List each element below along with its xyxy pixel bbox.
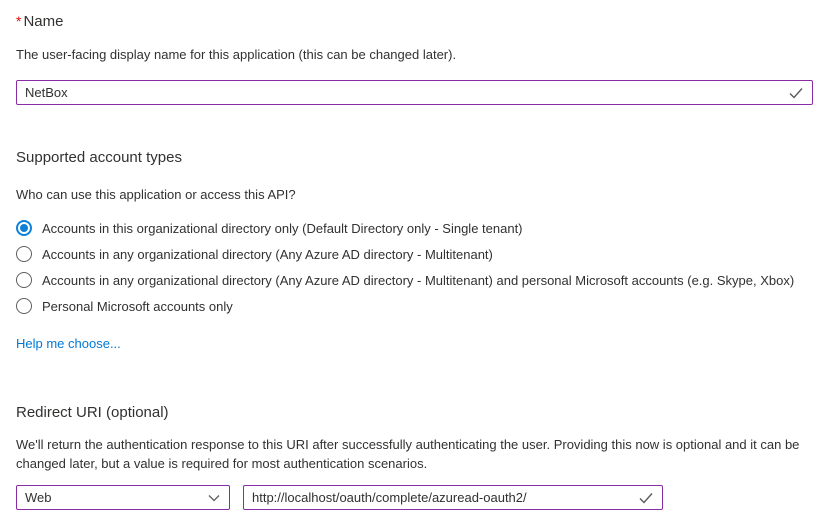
account-types-section	[16, 148, 813, 353]
redirect-uri-heading: Redirect URI (optional)	[16, 404, 169, 421]
chevron-down-icon	[207, 491, 221, 505]
app-registration-form	[0, 11, 829, 510]
help-me-choose-link[interactable]: Help me choose...	[16, 336, 121, 351]
radio-option-single-tenant[interactable]	[16, 215, 813, 241]
radio-button-icon[interactable]	[16, 246, 32, 262]
radio-option-label[interactable]: Accounts in this organizational directory only (Default Directory only - Single tenant)	[42, 220, 523, 236]
radio-option-multitenant-personal[interactable]	[16, 267, 813, 293]
platform-select-value: Web	[25, 490, 52, 505]
radio-option-multitenant[interactable]	[16, 241, 813, 267]
account-type-radio-group	[16, 215, 813, 319]
account-types-question: Who can use this application or access this API?	[16, 187, 296, 202]
radio-button-icon[interactable]	[16, 298, 32, 314]
radio-option-label[interactable]: Personal Microsoft accounts only	[42, 298, 233, 314]
redirect-uri-section	[16, 403, 813, 510]
name-label: Name	[23, 13, 64, 30]
redirect-uri-input[interactable]	[243, 485, 663, 510]
radio-option-label[interactable]: Accounts in any organizational directory (Any Azure AD directory - Multitenant)	[42, 246, 493, 262]
redirect-uri-description: We'll return the authentication response to this URI after successfully authenticating the user. Providing this now is optional and it can be changed later, but a value is required for most authentication scenarios.	[16, 437, 800, 471]
radio-button-icon[interactable]	[16, 272, 32, 288]
account-types-heading: Supported account types	[16, 149, 182, 166]
name-field-wrap	[16, 80, 813, 105]
uri-field-wrap	[243, 485, 663, 510]
radio-option-personal-only[interactable]	[16, 293, 813, 319]
redirect-uri-row	[16, 485, 813, 510]
platform-select[interactable]	[16, 485, 230, 510]
required-asterisk: *	[16, 13, 22, 29]
name-section-label	[16, 11, 813, 32]
radio-button-icon[interactable]	[16, 220, 32, 236]
radio-option-label[interactable]: Accounts in any organizational directory (Any Azure AD directory - Multitenant) and personal Microsoft accounts (e.g. Skype, Xbox)	[42, 272, 795, 288]
name-description: The user-facing display name for this application (this can be changed later).	[16, 47, 457, 62]
name-input[interactable]	[16, 80, 813, 105]
